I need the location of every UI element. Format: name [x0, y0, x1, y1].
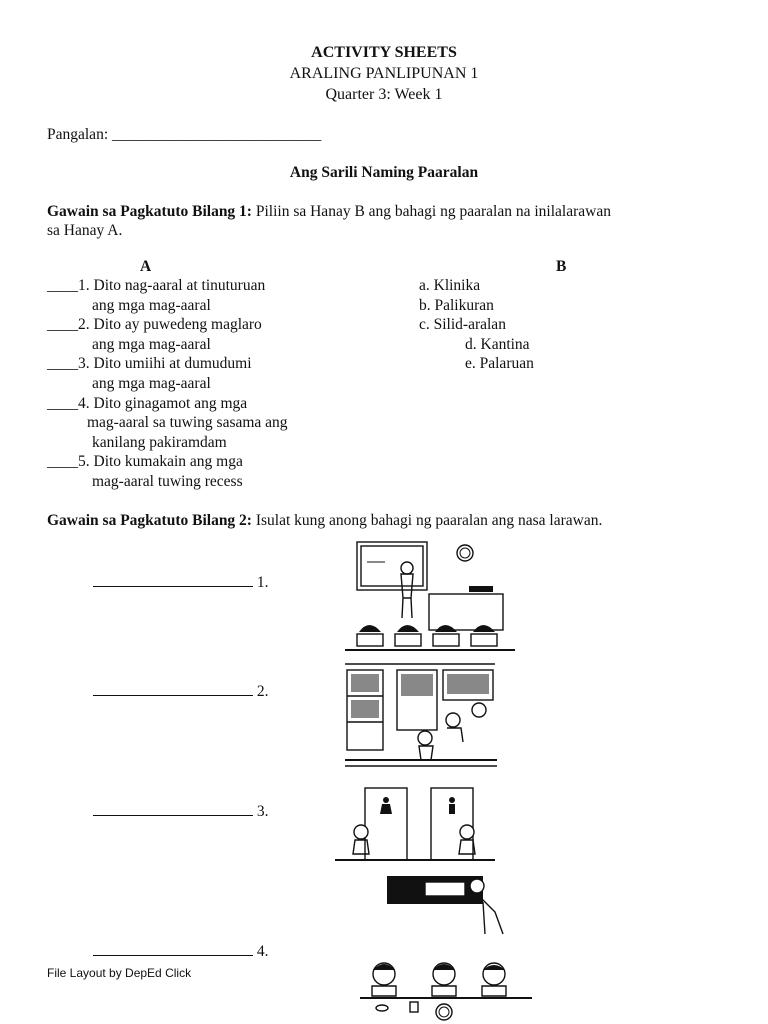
answer-line-1[interactable] — [93, 572, 269, 592]
answer-line-2[interactable] — [93, 681, 269, 701]
col-a-line: mag-aaral tuwing recess — [92, 473, 243, 490]
subject-title: ARALING PANLIPUNAN 1 — [289, 65, 479, 82]
lesson-title: Ang Sarili Naming Paaralan — [289, 164, 479, 181]
col-a-line: ____2. Dito ay puwedeng maglaro — [47, 316, 262, 333]
sheet-title: ACTIVITY SHEETS — [311, 44, 457, 61]
activity2-label: Gawain sa Pagkatuto Bilang 2: — [47, 512, 252, 529]
col-b-item: d. Kantina — [465, 336, 530, 353]
activity1-instruction — [47, 203, 611, 221]
item-number: 2. — [256, 683, 269, 700]
item-number: 3. — [256, 803, 269, 820]
footer-credit: File Layout by DepEd Click — [47, 966, 192, 980]
col-b-item: b. Palikuran — [419, 297, 494, 314]
answer-line-3[interactable] — [93, 801, 269, 821]
playground-picture — [345, 662, 497, 770]
item-number: 1. — [256, 574, 269, 591]
classroom-picture — [345, 538, 515, 656]
column-b-header: B — [556, 258, 567, 275]
col-a-line: ang mga mag-aaral — [92, 375, 211, 392]
col-a-line: ____1. Dito nag-aaral at tinuturuan — [47, 277, 266, 294]
canteen-picture — [360, 958, 532, 1022]
col-a-line: ____5. Dito kumakain ang mga — [47, 453, 243, 470]
col-b-item: a. Klinika — [419, 277, 481, 294]
col-b-item: c. Silid-aralan — [419, 316, 506, 333]
col-a-line: kanilang pakiramdam — [92, 434, 227, 451]
col-a-line: ang mga mag-aaral — [92, 297, 211, 314]
quarter-week: Quarter 3: Week 1 — [325, 86, 443, 103]
comfort-room-picture — [335, 778, 495, 866]
name-field-label: Pangalan: ___________________________ — [47, 126, 322, 143]
activity1-instruction-line2: sa Hanay A. — [47, 222, 123, 239]
col-a-line: ang mga mag-aaral — [92, 336, 211, 353]
answer-line-4[interactable] — [93, 941, 269, 961]
activity2-instruction — [47, 512, 602, 530]
col-a-line: ____3. Dito umiihi at dumudumi — [47, 355, 252, 372]
item-number: 4. — [256, 943, 269, 960]
activity1-label: Gawain sa Pagkatuto Bilang 1: — [47, 203, 252, 220]
clinic-picture — [385, 872, 507, 936]
column-a-header: A — [140, 258, 152, 275]
col-a-line: mag-aaral sa tuwing sasama ang — [87, 414, 288, 431]
activity2-instruction-text: Isulat kung anong bahagi ng paaralan ang nasa larawan. — [251, 512, 603, 529]
col-b-item: e. Palaruan — [465, 355, 534, 372]
activity1-instruction-text: Piliin sa Hanay B ang bahagi ng paaralan na inilalarawan — [251, 203, 611, 220]
col-a-line: ____4. Dito ginagamot ang mga — [47, 395, 248, 412]
